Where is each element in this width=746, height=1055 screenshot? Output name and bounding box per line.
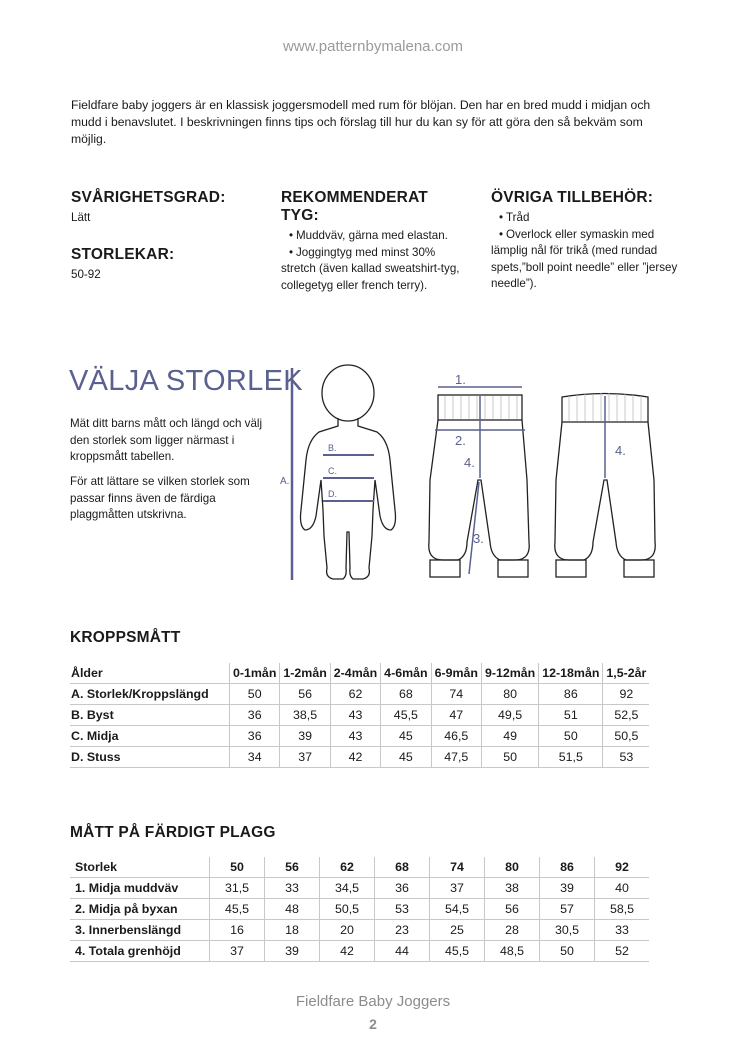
table-row: C. Midja 36 39 43 45 46,5 49 50 50,5	[70, 726, 649, 747]
choose-size-para1: Mät ditt barns mått och längd och välj den storlek som ligger närmast i kroppsmått tabellen.	[70, 417, 263, 463]
difficulty-value: Lätt	[71, 211, 91, 224]
difficulty-title: SVÅRIGHETSGRAD:	[71, 189, 226, 206]
table-row: 3. Innerbenslängd 16 18 20 23 25 28 30,5 33	[70, 920, 649, 941]
sizes-section	[71, 246, 261, 284]
table-header-row: Storlek 50 56 62 68 74 80 86 92	[70, 857, 649, 878]
label-m4: 4.	[464, 455, 475, 470]
garment-measurements-table	[70, 857, 649, 962]
footer-title: Fieldfare Baby Joggers	[295, 993, 451, 1010]
intro-paragraph: Fieldfare baby joggers är en klassisk joggersmodell med rum för blöjan. Den har en bred mudd i midjan och mudd i benavslutet. I beskrivningen finns tips och förslag till hur du kan sy för att göra den så bekväm som möjlig.	[71, 98, 651, 146]
list-item: • Tråd	[498, 211, 530, 224]
sizes-value: 50-92	[71, 268, 101, 281]
fabric-section	[281, 189, 466, 294]
front-waistband-ribbing	[445, 396, 517, 419]
body-measurements-title: KROPPSMÅTT	[70, 629, 181, 646]
table-header-row: Ålder 0-1mån 1-2mån 2-4mån 4-6mån 6-9mån 9-12mån 12-18mån 1,5-2år	[70, 663, 649, 684]
fabric-title: REKOMMENDERAT TYG:	[281, 189, 428, 224]
baby-figure	[301, 365, 396, 579]
label-c: C.	[328, 466, 337, 476]
notions-section	[491, 189, 691, 293]
table-row: 2. Midja på byxan 45,5 48 50,5 53 54,5 56 57 58,5	[70, 899, 649, 920]
label-m2: 2.	[455, 433, 466, 448]
table-row: 4. Totala grenhöjd 37 39 42 44 45,5 48,5 50 52	[70, 941, 649, 962]
notions-list	[491, 210, 691, 293]
choose-size-para2: För att lättare se vilken storlek som passar finns även de färdiga plaggmåtten utskrivna.	[70, 475, 250, 521]
difficulty-section	[71, 189, 261, 227]
table-row: D. Stuss 34 37 42 45 47,5 50 51,5 53	[70, 747, 649, 768]
label-d: D.	[328, 489, 337, 499]
size-illustration	[275, 360, 675, 600]
inseam-arrow	[469, 482, 479, 574]
body-measurements-table	[70, 663, 649, 768]
list-item: • Muddväv, gärna med elastan.	[288, 229, 448, 242]
table-row: B. Byst 36 38,5 43 45,5 47 49,5 51 52,5	[70, 705, 649, 726]
table-row: A. Storlek/Kroppslängd 50 56 62 68 74 80 86 92	[70, 684, 649, 705]
page-number: 2	[369, 1016, 377, 1032]
table-row: 1. Midja muddväv 31,5 33 34,5 36 37 38 39 40	[70, 878, 649, 899]
sizes-title: STORLEKAR:	[71, 246, 175, 263]
notions-title: ÖVRIGA TILLBEHÖR:	[491, 189, 654, 206]
label-m1: 1.	[455, 372, 466, 387]
label-m3: 3.	[473, 531, 484, 546]
label-a: A.	[280, 476, 290, 487]
choose-size-title: VÄLJA STORLEK	[69, 365, 303, 397]
label-b: B.	[328, 443, 337, 453]
label-m4-back: 4.	[615, 443, 626, 458]
list-item: • Overlock eller symaskin med lämplig nål för trikå (med rundad spets,”boll point needle” eller ”jersey needle”).	[491, 227, 678, 290]
fabric-list	[281, 228, 466, 294]
list-item: • Joggingtyg med minst 30% stretch (även kallad sweatshirt-tyg, collegetyg eller french terry).	[281, 245, 460, 292]
website-url: www.patternbymalena.com	[282, 38, 464, 55]
garment-measurements-title: MÅTT PÅ FÄRDIGT PLAGG	[70, 824, 276, 841]
